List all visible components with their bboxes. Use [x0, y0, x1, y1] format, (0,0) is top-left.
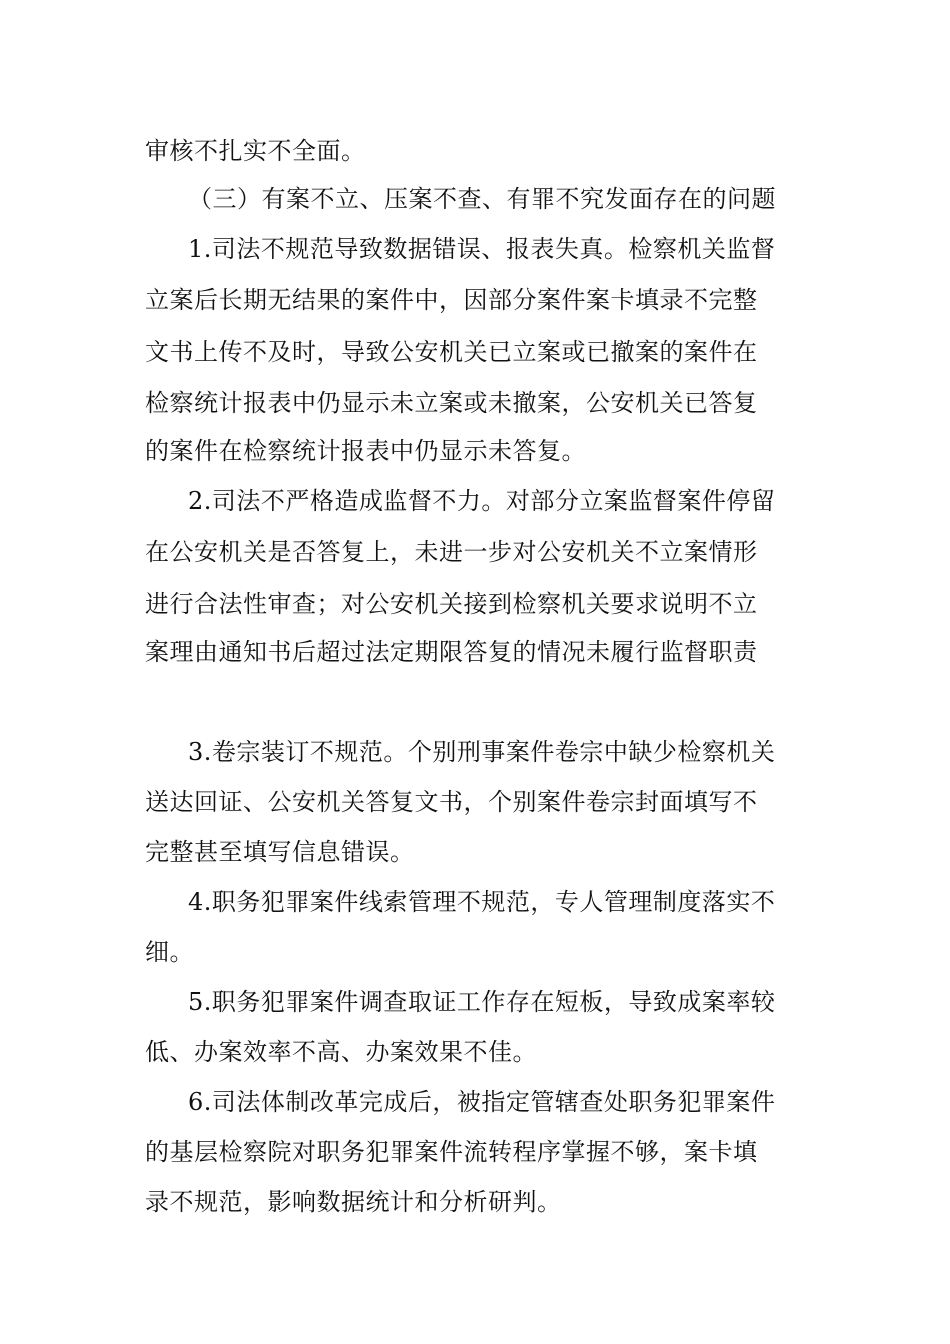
- text-line: 细。: [145, 938, 194, 966]
- text-line: 低、办案效率不高、办案效果不佳。: [145, 1038, 537, 1066]
- text-line: 审核不扎实不全面。: [145, 137, 366, 165]
- text-line: 完整甚至填写信息错误。: [145, 838, 415, 866]
- text-line: 录不规范，影响数据统计和分析研判。: [145, 1188, 562, 1216]
- item-5-line: 5.职务犯罪案件调查取证工作存在短板，导致成案率较: [188, 988, 776, 1016]
- item-4-line: 4.职务犯罪案件线索管理不规范，专人管理制度落实不: [188, 888, 776, 916]
- item-1-line: 1.司法不规范导致数据错误、报表失真。检察机关监督: [188, 235, 776, 263]
- text-line: 文书上传不及时，导致公安机关已立案或已撤案的案件在: [145, 338, 758, 366]
- text-line: 案理由通知书后超过法定期限答复的情况未履行监督职责: [145, 638, 758, 666]
- text-line: 进行合法性审查；对公安机关接到检察机关要求说明不立: [145, 590, 758, 618]
- item-6-line: 6.司法体制改革完成后，被指定管辖查处职务犯罪案件: [188, 1088, 776, 1116]
- text-line: 的案件在检察统计报表中仍显示未答复。: [145, 437, 586, 465]
- text-line: 的基层检察院对职务犯罪案件流转程序掌握不够，案卡填: [145, 1138, 758, 1166]
- section-heading: （三）有案不立、压案不查、有罪不究发面存在的问题: [188, 185, 776, 213]
- text-line: 在公安机关是否答复上，未进一步对公安机关不立案情形: [145, 538, 758, 566]
- text-line: 检察统计报表中仍显示未立案或未撤案，公安机关已答复: [145, 389, 758, 417]
- text-line: 立案后长期无结果的案件中，因部分案件案卡填录不完整: [145, 286, 758, 314]
- item-3-line: 3.卷宗装订不规范。个别刑事案件卷宗中缺少检察机关: [188, 738, 776, 766]
- text-line: 送达回证、公安机关答复文书，个别案件卷宗封面填写不: [145, 788, 758, 816]
- item-2-line: 2.司法不严格造成监督不力。对部分立案监督案件停留: [188, 487, 776, 515]
